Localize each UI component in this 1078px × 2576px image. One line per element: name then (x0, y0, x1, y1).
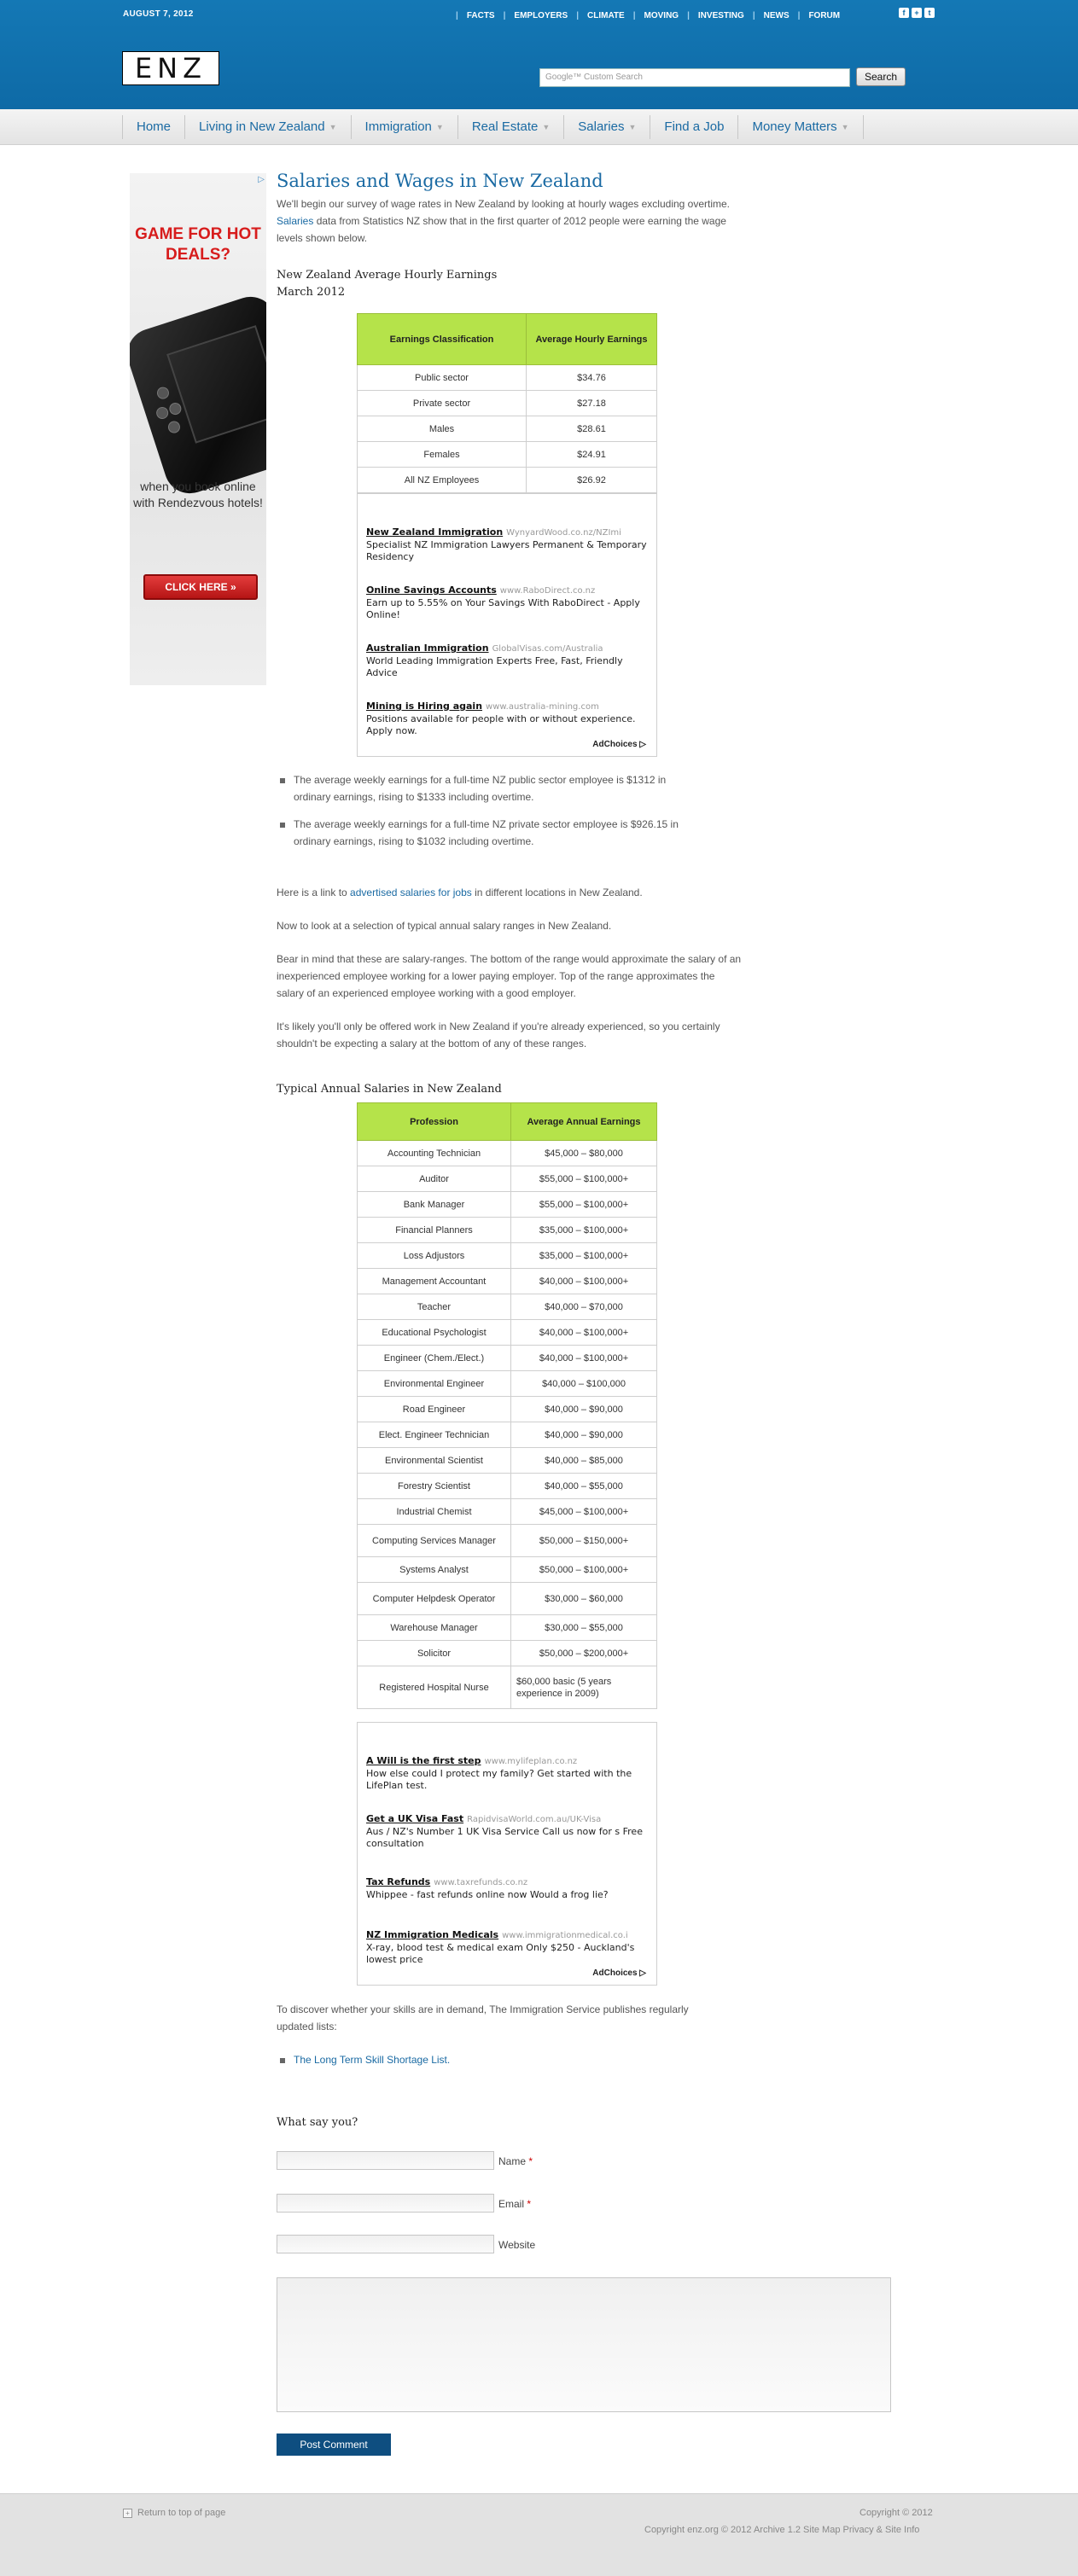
nav-home[interactable] (122, 115, 184, 139)
profession-cell: Auditor (358, 1166, 511, 1192)
table-row (358, 1294, 657, 1320)
header-date: AUGUST 7, 2012 (123, 9, 194, 19)
profession-cell: Management Accountant (358, 1269, 511, 1294)
footer (0, 2493, 1078, 2576)
profession-cell: Systems Analyst (358, 1557, 511, 1583)
text-ad[interactable]: A Will is the first step www.mylifeplan.co.nz How else could I protect my family? Get started with the LifePlan test. (366, 1755, 632, 1791)
list-item: The average weekly earnings for a full-time NZ public sector employee is $1312 in ordinary earnings, rising to $1333 including overtime. (277, 771, 703, 805)
table-row (358, 1615, 657, 1641)
col-header: Earnings Classification (358, 314, 527, 365)
earnings-cell: $40,000 – $100,000 (511, 1371, 657, 1397)
nav-immigration[interactable] (351, 115, 457, 139)
text-ad[interactable]: Online Savings Accounts www.RaboDirect.co.nz Earn up to 5.55% on Your Savings With RaboDirect - Apply Online! (366, 584, 640, 620)
col-header: Profession (358, 1103, 511, 1141)
adchoices-icon[interactable]: ▷ (258, 175, 265, 184)
skill-shortage-link[interactable]: The Long Term Skill Shortage List. (294, 2054, 451, 2066)
email-field[interactable] (277, 2194, 494, 2213)
top-nav-investing[interactable]: INVESTING (697, 11, 744, 20)
return-to-top-link[interactable]: + Return to top of page (123, 2508, 225, 2518)
text-ad[interactable]: New Zealand Immigration WynyardWood.co.nz/NZImi Specialist NZ Immigration Lawyers Permanent & Temporary Residency (366, 526, 647, 562)
profession-cell: Road Engineer (358, 1397, 511, 1422)
top-nav-climate[interactable]: CLIMATE (587, 11, 625, 20)
earnings-cell: $50,000 – $200,000+ (511, 1641, 657, 1666)
annual-heading: Typical Annual Salaries in New Zealand (277, 1083, 502, 1096)
earnings-cell: $40,000 – $100,000+ (511, 1269, 657, 1294)
profession-cell: Warehouse Manager (358, 1615, 511, 1641)
facebook-icon[interactable]: f (899, 8, 909, 18)
earnings-cell: $30,000 – $55,000 (511, 1615, 657, 1641)
table-row (358, 1583, 657, 1615)
social-icons (899, 8, 935, 18)
table-row (358, 1192, 657, 1218)
earnings-cell: $40,000 – $100,000+ (511, 1320, 657, 1346)
table-row: Private sector $27.18 (358, 391, 657, 416)
top-nav-forum[interactable]: FORUM (808, 11, 841, 20)
profession-cell: Financial Planners (358, 1218, 511, 1243)
name-label: Name * (498, 2155, 533, 2167)
table-row (358, 1422, 657, 1448)
chevron-down-icon: ▼ (542, 123, 551, 131)
table-row (358, 1525, 657, 1557)
table-row (358, 1141, 657, 1166)
experience-paragraph: It's likely you'll only be offered work in New Zealand if you're already experienced, so you certainly shouldn't be expecting a salary at the bottom of any of these ranges. (277, 1021, 720, 1050)
name-field[interactable] (277, 2151, 494, 2170)
top-nav-moving[interactable]: MOVING (644, 11, 679, 20)
nav-label: Immigration (364, 119, 432, 134)
table-row (358, 1474, 657, 1499)
comments-heading: What say you? (277, 2116, 358, 2129)
skyscraper-ad[interactable] (130, 173, 266, 685)
table-row: All NZ Employees $26.92 (358, 468, 657, 493)
nav-label: Money Matters (752, 119, 837, 134)
earnings-cell: $40,000 – $70,000 (511, 1294, 657, 1320)
post-comment-button[interactable]: Post Comment (277, 2434, 391, 2456)
footer-links: Copyright enz.org © 2012 Archive 1.2 Site Map Privacy & Site Info (644, 2525, 920, 2535)
earnings-cell: $45,000 – $100,000+ (511, 1499, 657, 1525)
selection-paragraph: Now to look at a selection of typical annual salary ranges in New Zealand. (277, 920, 612, 932)
nav-living-in-new-zealand[interactable] (184, 115, 351, 139)
table-row (358, 1448, 657, 1474)
adchoices-label[interactable]: AdChoices ▷ (592, 740, 646, 749)
main-nav (0, 109, 1078, 145)
nav-find-a-job[interactable] (650, 115, 737, 139)
text-ad[interactable]: Get a UK Visa Fast RapidvisaWorld.com.au/UK-Visa Aus / NZ's Number 1 UK Visa Service Call us now for s Free consultation (366, 1813, 643, 1849)
text-ad-box (357, 1722, 657, 1986)
adchoices-label[interactable]: AdChoices ▷ (592, 1968, 646, 1978)
table-row (358, 1641, 657, 1666)
text-ad[interactable]: Tax Refunds www.taxrefunds.co.nz Whippee - fast refunds online now Would a frog lie? (366, 1876, 609, 1900)
col-header: Average Annual Earnings (511, 1103, 657, 1141)
comment-textarea[interactable] (277, 2277, 891, 2412)
nav-salaries[interactable] (563, 115, 650, 139)
nav-label: Living in New Zealand (199, 119, 325, 134)
website-label: Website (498, 2239, 536, 2251)
intro-paragraph: We'll begin our survey of wage rates in New Zealand by looking at hourly wages excluding overtime. Salaries data from Statistics NZ show that in the first quarter of 2012 people were earning the wage levels shown below. (277, 198, 731, 244)
chevron-down-icon: ▼ (841, 123, 849, 131)
link-paragraph: Here is a link to advertised salaries for jobs in different locations in New Zealand. (277, 887, 643, 898)
earnings-cell: $35,000 – $100,000+ (511, 1243, 657, 1269)
skills-list (277, 2051, 703, 2068)
ad-click-here-button[interactable]: CLICK HERE » (143, 574, 258, 600)
profession-cell: Forestry Scientist (358, 1474, 511, 1499)
article (277, 170, 755, 301)
table-row (358, 1557, 657, 1583)
profession-cell: Bank Manager (358, 1192, 511, 1218)
earnings-cell: $30,000 – $60,000 (511, 1583, 657, 1615)
profession-cell: Educational Psychologist (358, 1320, 511, 1346)
table-row (358, 1397, 657, 1422)
profession-cell: Industrial Chemist (358, 1499, 511, 1525)
table-row: Public sector $34.76 (358, 365, 657, 391)
table-row (358, 1666, 657, 1709)
hourly-earnings-table (357, 313, 657, 493)
chevron-down-icon: ▼ (329, 123, 337, 131)
range-paragraph: Bear in mind that these are salary-ranges. The bottom of the range would approximate the salary of an inexperienced employee working for a lower paying employer. Top of the range approximates the salary of an experienced employee working with a good employer. (277, 953, 742, 999)
hourly-heading: New Zealand Average Hourly Earnings March 2012 (277, 269, 498, 299)
twitter-icon[interactable]: t (924, 8, 935, 18)
top-nav: | FACTS | EMPLOYERS | CLIMATE | MOVING | INVESTING | NEWS | FORUM (456, 11, 841, 20)
email-label: Email * (498, 2198, 532, 2210)
nav-label: Find a Job (664, 119, 725, 134)
earnings-cell: $55,000 – $100,000+ (511, 1166, 657, 1192)
profession-cell: Solicitor (358, 1641, 511, 1666)
weekly-earnings-list (277, 771, 703, 850)
earnings-cell: $45,000 – $80,000 (511, 1141, 657, 1166)
game-console-image (130, 290, 266, 500)
google-plus-icon[interactable]: + (912, 8, 922, 18)
profession-cell: Teacher (358, 1294, 511, 1320)
nav-label: Salaries (578, 119, 625, 134)
site-logo[interactable]: ENZ (122, 51, 219, 85)
table-row (358, 1243, 657, 1269)
page-title: Salaries and Wages in New Zealand (277, 171, 603, 191)
earnings-cell: $40,000 – $55,000 (511, 1474, 657, 1499)
table-row (358, 1166, 657, 1192)
ad-headline: GAME FOR HOT DEALS? (135, 225, 261, 264)
profession-cell: Registered Hospital Nurse (358, 1666, 511, 1709)
table-row (358, 1269, 657, 1294)
text-ad[interactable]: NZ Immigration Medicals www.immigrationmedical.co.i X-ray, blood test & medical exam Only $250 - Auckland's lowest price (366, 1929, 635, 1965)
skills-paragraph: To discover whether your skills are in demand, The Immigration Service publishes regularly updated lists: (277, 2003, 689, 2032)
text-ad[interactable]: Australian Immigration GlobalVisas.com/Australia World Leading Immigration Experts Free, Fast, Friendly Advice (366, 643, 623, 678)
col-header: Average Hourly Earnings (527, 314, 657, 365)
search-input[interactable]: Google™ Custom Search (539, 68, 850, 87)
profession-cell: Environmental Engineer (358, 1371, 511, 1397)
search-button[interactable]: Search (856, 67, 906, 86)
text-ad[interactable]: Mining is Hiring again www.australia-mining.com Positions available for people with or without experience. Apply now. (366, 701, 636, 736)
top-nav-facts[interactable]: FACTS (466, 11, 495, 20)
table-row (358, 1320, 657, 1346)
profession-cell: Accounting Technician (358, 1141, 511, 1166)
list-item (277, 2051, 703, 2068)
profession-cell: Environmental Scientist (358, 1448, 511, 1474)
earnings-cell: $40,000 – $90,000 (511, 1397, 657, 1422)
earnings-cell: $55,000 – $100,000+ (511, 1192, 657, 1218)
nav-money-matters[interactable] (737, 115, 863, 139)
profession-cell: Engineer (Chem./Elect.) (358, 1346, 511, 1371)
nav-label: Real Estate (471, 119, 539, 134)
annual-salaries-table (357, 1102, 657, 1709)
earnings-cell: $40,000 – $85,000 (511, 1448, 657, 1474)
chevron-down-icon: ▼ (628, 123, 637, 131)
profession-cell: Computer Helpdesk Operator (358, 1583, 511, 1615)
table-row (358, 1371, 657, 1397)
earnings-cell: $35,000 – $100,000+ (511, 1218, 657, 1243)
chevron-down-icon: ▼ (435, 123, 444, 131)
arrow-up-icon: + (123, 2509, 132, 2518)
advertised-salaries-link[interactable]: advertised salaries for jobs (350, 887, 472, 898)
profession-cell: Loss Adjustors (358, 1243, 511, 1269)
table-row (358, 1499, 657, 1525)
profession-cell: Computing Services Manager (358, 1525, 511, 1557)
nav-real-estate[interactable] (457, 115, 563, 139)
salaries-link[interactable]: Salaries (277, 215, 314, 227)
copyright: Copyright © 2012 (859, 2508, 933, 2518)
ad-subtext: when you book online with Rendezvous hotels! (133, 480, 263, 509)
website-field[interactable] (277, 2235, 494, 2253)
table-row: Males $28.61 (358, 416, 657, 442)
top-header (0, 0, 1078, 109)
earnings-cell: $40,000 – $90,000 (511, 1422, 657, 1448)
earnings-cell: $50,000 – $100,000+ (511, 1557, 657, 1583)
table-row (358, 1346, 657, 1371)
table-row: Females $24.91 (358, 442, 657, 468)
earnings-cell: $60,000 basic (5 years experience in 2009) (511, 1666, 657, 1709)
table-row (358, 1218, 657, 1243)
top-nav-news[interactable]: NEWS (763, 11, 790, 20)
nav-label: Home (137, 119, 172, 134)
list-item: The average weekly earnings for a full-time NZ private sector employee is $926.15 in ordinary earnings, rising to $1032 including overtime. (277, 816, 703, 850)
top-nav-employers[interactable]: EMPLOYERS (514, 11, 568, 20)
text-ad-box (357, 493, 657, 757)
earnings-cell: $40,000 – $100,000+ (511, 1346, 657, 1371)
earnings-cell: $50,000 – $150,000+ (511, 1525, 657, 1557)
profession-cell: Elect. Engineer Technician (358, 1422, 511, 1448)
